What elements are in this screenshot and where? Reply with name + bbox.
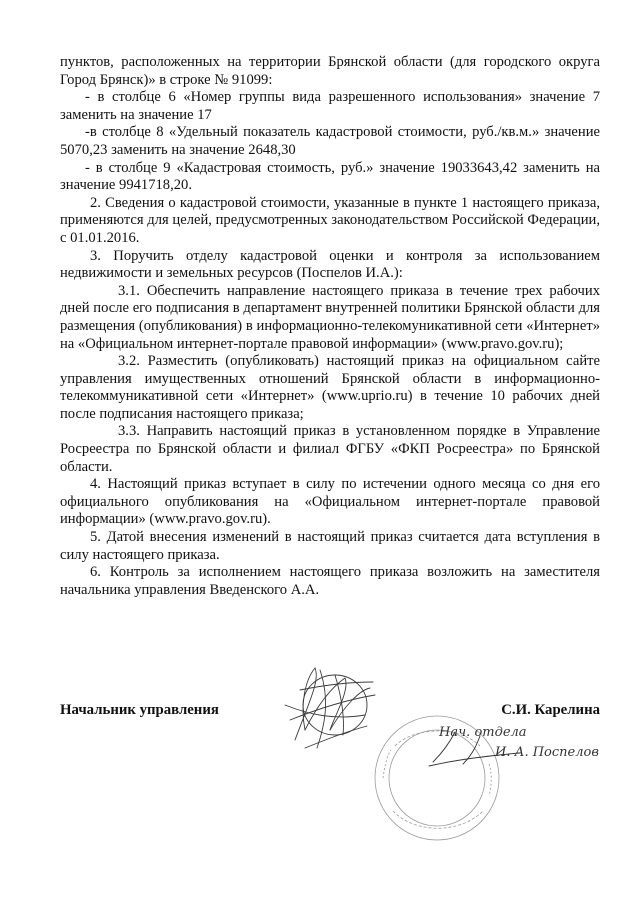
paragraph-column-8-change: -в столбце 8 «Удельный показатель кадастровой стоимости, руб./кв.м.» значение 5070,23 заменить на значение 2648,30 [60, 124, 600, 158]
paragraph-item-3-1: 3.1. Обеспечить направление настоящего приказа в течение трех рабочих дней после его подписания в департамент внутренней политики Брянской области для размещения (опубликования) в информационно-телекомуникативной сети «Интернет» на «Официальном интернет-портале правовой информации» (www.pravo.gov.ru); [60, 282, 600, 352]
paragraph-column-9-change: - в столбце 9 «Кадастровая стоимость, руб.» значение 19033643,42 заменить на значение 9941718,20. [60, 159, 600, 194]
paragraph-item-3-2: 3.2. Разместить (опубликовать) настоящий приказ на официальном сайте управления имущественных отношений Брянской области в информационно-телекоммуникативной сети «Интернет» (www.uprio.ru) в течение 10 рабочих дней после подписания настоящего приказа; [60, 353, 600, 422]
handwritten-note-line1: Нач. отдела [439, 725, 527, 740]
signatory-title: Начальник управления [60, 702, 219, 718]
paragraph-item-3-3: 3.3. Направить настоящий приказ в установленном порядке в Управление Росреестра по Брянской области и филиал ФГБУ «ФКП Росреестра» по Брянской области. [60, 423, 600, 475]
handwritten-note-line2: И. А. Поспелов [495, 745, 599, 760]
paragraph-item-2: 2. Сведения о кадастровой стоимости, указанные в пункте 1 настоящего приказа, применяются для целей, предусмотренных законодательством Российской Федерации, с 01.01.2016. [60, 194, 600, 246]
paragraph-item-5: 5. Датой внесения изменений в настоящий приказ считается дата вступления в силу настоящего приказа. [60, 529, 600, 563]
paragraph-column-6-change: - в столбце 6 «Номер группы вида разрешенного использования» значение 7 заменить на значение 17 [60, 89, 600, 123]
signatory-name: С.И. Карелина [501, 702, 600, 718]
handwritten-note [425, 720, 625, 770]
document-body [60, 54, 600, 599]
paragraph-item-4: 4. Настоящий приказ вступает в силу по истечении одного месяца со дня его официального опубликования на «Официальном интернет-портале правовой информации» (www.pravo.gov.ru). [60, 476, 600, 528]
paragraph-item-3: 3. Поручить отделу кадастровой оценки и контроля за использованием недвижимости и земельных ресурсов (Поспелов И.А.): [60, 247, 600, 282]
paragraph-item-6: 6. Контроль за исполнением настоящего приказа возложить на заместителя начальника управления Введенского А.А. [60, 564, 600, 598]
paragraph-intro-continuation: пунктов, расположенных на территории Брянской области (для городского округа Город Брянск)» в строке № 91099: [60, 54, 600, 88]
